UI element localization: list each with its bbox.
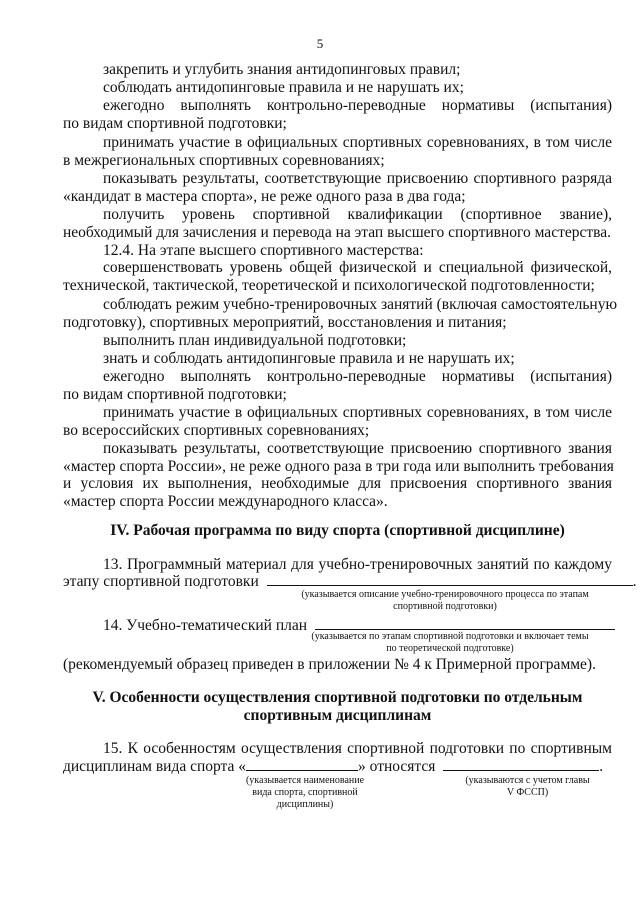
text-line: ежегодно выполнять контрольно-переводные нормативы (испытания) (103, 97, 612, 114)
text-line: необходимый для зачисления и перевода на этап высшего спортивного мастерства. (63, 223, 611, 241)
caption-line: дисциплины) (276, 799, 334, 810)
text-line: 14. Учебно-тематический план (103, 617, 308, 634)
paragraph (63, 296, 618, 331)
text-line: в межрегиональных спортивных соревнованиях; (63, 151, 385, 169)
blank-field (315, 617, 615, 630)
page-number: 5 (316, 36, 324, 51)
caption-line: (указывается наименование (245, 775, 365, 786)
section-heading: V. Особенности осуществления спортивной подготовки по отдельным (92, 689, 583, 706)
field-caption (445, 775, 610, 799)
text-line: технической, тактической, теоретической и психологической подготовленности; (63, 276, 595, 294)
text-line: 15. К особенностям осуществления спортивной подготовки по спортивным (103, 740, 612, 757)
caption-line: (указывается по этапам спортивной подготовки и включает темы (311, 631, 589, 642)
subsection-heading: 12.4. На этапе высшего спортивного мастерства: (103, 242, 424, 259)
text-line: показывать результаты, соответствующие присвоению спортивного звания (103, 440, 612, 457)
paragraph (63, 404, 612, 439)
list-item: соблюдать антидопинговые правила и не нарушать их; (103, 79, 464, 96)
blank-field (443, 758, 599, 771)
list-item: знать и соблюдать антидопинговые правила и не нарушать их; (103, 350, 515, 367)
field-caption (230, 775, 380, 811)
note-text: (рекомендуемый образец приведен в приложении № 4 к Примерной программе). (63, 656, 596, 673)
text-line: подготовку), спортивных мероприятий, восстановления и питания; (63, 313, 507, 331)
text-line: показывать результаты, соответствующие присвоению спортивного разряда (103, 170, 612, 187)
blank-field (267, 573, 633, 586)
paragraph (63, 206, 612, 241)
caption-line: V ФССП) (506, 787, 549, 798)
section-heading: IV. Рабочая программа по виду спорта (спортивной дисциплине) (110, 522, 565, 539)
text-line: соблюдать режим учебно-тренировочных занятий (включая самостоятельную (103, 296, 618, 313)
text-line: по видам спортивной подготовки; (63, 114, 287, 132)
text-line: » относятся (358, 758, 436, 775)
text-line: получить уровень спортивной квалификации (спортивное звание), (103, 206, 612, 223)
paragraph (63, 740, 612, 758)
text-line: «мастер спорта России международного класса». (63, 492, 388, 510)
text-line: дисциплинам вида спорта « (63, 758, 247, 775)
blank-field (246, 758, 358, 771)
caption-line: по теоретической подготовке) (386, 643, 514, 654)
text-line: 13. Программный материал для учебно-тренировочных занятий по каждому (103, 556, 612, 573)
section-heading: спортивным дисциплинам (243, 707, 432, 724)
paragraph (63, 368, 612, 403)
paragraph (63, 134, 612, 169)
text-line: во всероссийских спортивных соревнованиях; (63, 421, 370, 439)
text-line: этапу спортивной подготовки (63, 573, 259, 590)
text-line: . (632, 573, 637, 590)
paragraph (63, 170, 612, 205)
text-line: принимать участие в официальных спортивных соревнованиях, в том числе (103, 134, 612, 151)
caption-line: (указываются с учетом главы (465, 775, 590, 786)
list-item: выполнить план индивидуальной подготовки; (103, 332, 407, 349)
paragraph (63, 556, 612, 574)
caption-line: спортивной подготовки) (393, 601, 497, 612)
text-line: . (599, 758, 604, 775)
text-line: и условия их выполнения, необходимые для присвоения спортивного звания (63, 475, 612, 493)
text-line: «кандидат в мастера спорта», не реже одного раза в два года; (63, 187, 466, 205)
paragraph (63, 97, 612, 132)
text-line: по видам спортивной подготовки; (63, 385, 287, 403)
list-item: закрепить и углубить знания антидопинговых правил; (103, 61, 461, 78)
caption-line: вида спорта, спортивной (252, 787, 358, 798)
text-line: совершенствовать уровень общей физической и специальной физической, (103, 259, 612, 276)
paragraph (63, 440, 612, 510)
text-line: ежегодно выполнять контрольно-переводные нормативы (испытания) (103, 368, 612, 385)
fill-line (63, 758, 603, 776)
caption-line: (указывается описание учебно-тренировочного процесса по этапам (301, 589, 589, 600)
text-line: принимать участие в официальных спортивных соревнованиях, в том числе (103, 404, 612, 421)
field-caption (270, 589, 620, 613)
paragraph (63, 259, 612, 294)
text-line: «мастер спорта России», не реже одного раза в три года или выполнить требования (63, 457, 614, 475)
field-caption (280, 631, 620, 655)
